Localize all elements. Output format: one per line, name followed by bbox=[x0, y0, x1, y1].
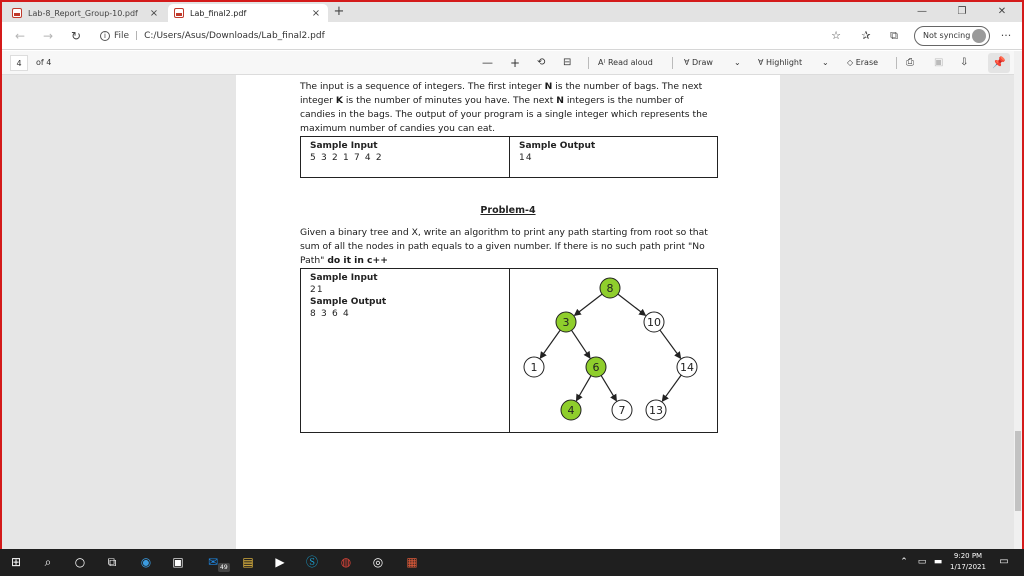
tree-edge bbox=[660, 330, 681, 358]
read-aloud-icon: A⁾ bbox=[598, 58, 608, 67]
tree-node-label: 3 bbox=[562, 316, 570, 329]
skype-icon[interactable]: Ⓢ bbox=[305, 555, 318, 569]
favorites-list-icon[interactable]: ✰ bbox=[861, 29, 871, 42]
erase-label: Erase bbox=[855, 58, 879, 67]
minimize-button[interactable]: — bbox=[917, 6, 927, 17]
save-as-icon[interactable]: ⇩ bbox=[960, 57, 969, 68]
windows-start-icon[interactable]: ⊞ bbox=[10, 555, 22, 569]
sample-output-header: Sample Output bbox=[310, 297, 387, 307]
file-explorer-icon[interactable]: ▤ bbox=[242, 555, 254, 569]
tree-edge bbox=[572, 330, 590, 358]
sample-input-header: Sample Input bbox=[310, 141, 378, 151]
mail-icon[interactable]: ✉ bbox=[207, 555, 219, 569]
eraser-icon: ◇ bbox=[847, 58, 856, 67]
pdf-toolbar bbox=[2, 51, 1022, 75]
tree-node-label: 13 bbox=[649, 404, 663, 417]
sample-input-value: 5 3 2 1 7 4 2 bbox=[310, 153, 383, 163]
erase-button[interactable] bbox=[847, 55, 878, 71]
problem-paragraph: Given a binary tree and X, write an algorithm to print any path starting from root so that sum of all the nodes in path equals to a given number. If there is no such path print "No Path" do it in c++ bbox=[300, 227, 708, 266]
intro-paragraph: The input is a sequence of integers. The first integer N is the number of bags. The next integer K is the number of minutes you have. The next N integers is the number of candies in the bags. The output of your program is a single integer which represents the maximum number of candies you can eat. bbox=[300, 81, 708, 134]
tree-edge bbox=[540, 330, 560, 358]
notification-center-icon[interactable]: ▭ bbox=[999, 556, 1009, 567]
tab-lab8-report[interactable] bbox=[6, 4, 166, 22]
maximize-button[interactable]: ❐ bbox=[957, 6, 967, 17]
info-icon[interactable]: i bbox=[100, 31, 110, 41]
app-icon[interactable]: ◎ bbox=[372, 555, 384, 569]
zoom-in-button[interactable]: + bbox=[510, 56, 521, 70]
tree-edge bbox=[662, 375, 681, 401]
sample-io-table-2 bbox=[300, 268, 718, 433]
draw-label: Draw bbox=[692, 58, 713, 67]
tree-node-label: 1 bbox=[530, 361, 538, 374]
notification-badge: 49 bbox=[220, 564, 228, 571]
task-view-icon[interactable]: ⧉ bbox=[107, 555, 117, 569]
volume-icon[interactable]: ▬ bbox=[933, 557, 943, 567]
new-tab-button[interactable]: + bbox=[333, 4, 345, 19]
address-input[interactable] bbox=[100, 26, 835, 46]
forward-arrow-icon[interactable]: → bbox=[42, 29, 54, 43]
tab-title: Lab_final2.pdf bbox=[190, 8, 247, 18]
problem-title: Problem-4 bbox=[480, 205, 536, 216]
page-total: of 4 bbox=[36, 58, 52, 67]
back-arrow-icon[interactable]: ← bbox=[14, 29, 26, 43]
sample-output-value: 14 bbox=[519, 153, 533, 163]
page-number-input[interactable]: 4 bbox=[10, 55, 28, 71]
network-icon[interactable]: ▭ bbox=[917, 557, 927, 567]
url-text: C:/Users/Asus/Downloads/Lab_final2.pdf bbox=[144, 31, 325, 41]
chrome-icon[interactable]: ◍ bbox=[340, 555, 352, 569]
avatar bbox=[972, 29, 986, 43]
cortana-icon[interactable]: ○ bbox=[74, 555, 86, 569]
tree-edge bbox=[618, 294, 645, 315]
binary-tree-diagram bbox=[510, 269, 717, 432]
sample-input-cell bbox=[301, 137, 510, 177]
vertical-scrollbar[interactable] bbox=[1014, 51, 1022, 549]
sync-label: Not syncing bbox=[923, 31, 971, 40]
edge-browser-icon[interactable]: ◉ bbox=[140, 555, 152, 569]
sample-output-cell bbox=[510, 137, 717, 177]
tab-lab-final2[interactable] bbox=[168, 4, 328, 22]
tab-title: Lab-8_Report_Group-10.pdf bbox=[28, 8, 138, 18]
draw-button[interactable] bbox=[684, 55, 713, 71]
pdf-page bbox=[236, 75, 780, 549]
sample-input-cell bbox=[301, 269, 510, 432]
save-icon[interactable]: ▣ bbox=[934, 57, 944, 68]
zoom-out-button[interactable]: — bbox=[482, 56, 493, 69]
highlight-icon: ∀ bbox=[758, 58, 767, 67]
windows-taskbar bbox=[0, 549, 1024, 576]
tree-edge bbox=[575, 294, 602, 315]
store-icon[interactable]: ▣ bbox=[172, 555, 184, 569]
tree-node-label: 4 bbox=[567, 404, 575, 417]
sample-input-value: 21 bbox=[310, 285, 324, 295]
address-bar-row bbox=[2, 22, 1022, 50]
pin-toolbar-icon[interactable]: 📌 bbox=[988, 53, 1010, 73]
system-clock[interactable] bbox=[946, 551, 990, 573]
read-aloud-button[interactable] bbox=[598, 55, 653, 71]
tree-node-label: 8 bbox=[606, 282, 614, 295]
print-icon[interactable]: ⎙ bbox=[906, 57, 914, 68]
tiled-app-icon[interactable]: ▦ bbox=[406, 555, 418, 569]
pdf-file-icon bbox=[12, 8, 22, 18]
profile-sync-button[interactable] bbox=[914, 26, 990, 46]
media-player-icon[interactable]: ▶ bbox=[275, 555, 285, 569]
favorite-star-icon[interactable]: ☆ bbox=[831, 29, 841, 42]
fit-page-icon[interactable]: ⊟ bbox=[563, 57, 572, 68]
sample-io-table-1 bbox=[300, 136, 718, 178]
more-menu-icon[interactable]: ··· bbox=[1000, 29, 1012, 42]
pdf-file-icon bbox=[174, 8, 184, 18]
highlight-label: Highlight bbox=[766, 58, 803, 67]
rotate-icon[interactable]: ⟲ bbox=[537, 57, 546, 68]
tree-diagram-cell bbox=[510, 269, 717, 432]
tree-node-label: 10 bbox=[647, 316, 661, 329]
collections-icon[interactable]: ⧉ bbox=[890, 29, 898, 42]
tab-close-icon[interactable]: × bbox=[149, 7, 159, 19]
clock-time: 9:20 PM bbox=[953, 552, 983, 560]
sample-output-value: 8 3 6 4 bbox=[310, 309, 350, 319]
tree-edge bbox=[577, 376, 591, 401]
scroll-thumb[interactable] bbox=[1015, 431, 1021, 511]
tree-edge bbox=[601, 376, 616, 401]
tree-node-label: 6 bbox=[592, 361, 600, 374]
read-aloud-label: Read aloud bbox=[607, 58, 653, 67]
highlight-button[interactable] bbox=[758, 55, 802, 71]
draw-icon: ∀ bbox=[684, 58, 693, 67]
close-window-button[interactable]: ✕ bbox=[997, 6, 1007, 17]
sample-output-header: Sample Output bbox=[519, 141, 596, 151]
pdf-viewport bbox=[2, 75, 1014, 549]
tab-bar bbox=[2, 2, 1022, 22]
url-separator: | bbox=[135, 31, 139, 41]
refresh-icon[interactable]: ↻ bbox=[70, 29, 82, 43]
highlight-options-chevron-icon[interactable]: ⌄ bbox=[822, 58, 829, 67]
sample-input-header: Sample Input bbox=[310, 273, 378, 283]
clock-date: 1/17/2021 bbox=[950, 563, 986, 571]
url-scheme: File bbox=[114, 31, 130, 41]
tree-node-label: 7 bbox=[618, 404, 626, 417]
tab-close-icon[interactable]: × bbox=[311, 7, 321, 19]
search-icon[interactable]: ⌕ bbox=[44, 555, 52, 569]
draw-options-chevron-icon[interactable]: ⌄ bbox=[734, 58, 741, 67]
tray-chevron-icon[interactable]: ⌃ bbox=[900, 557, 908, 567]
tree-node-label: 14 bbox=[680, 361, 694, 374]
